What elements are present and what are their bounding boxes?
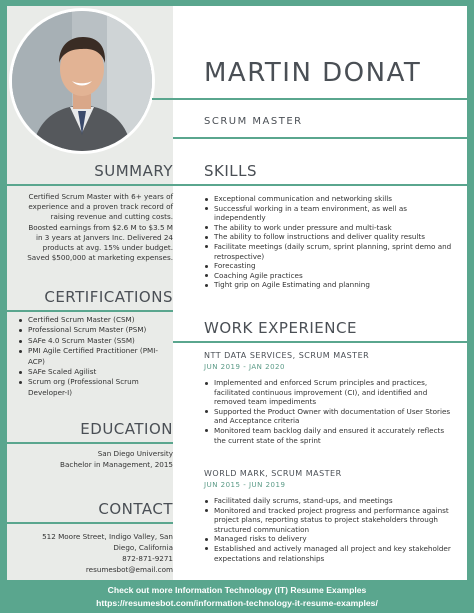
- promo-footer: [0, 580, 474, 613]
- list-item: Established and actively managed all project and key stakeholder expectations and relationships: [204, 544, 456, 563]
- list-item: Facilitated daily scrums, stand-ups, and meetings: [204, 496, 456, 506]
- list-item: Certified Scrum Master (CSM): [19, 315, 169, 325]
- list-item: Forecasting: [204, 261, 456, 271]
- job-bullets: [204, 496, 456, 563]
- contact-divider: [7, 522, 173, 524]
- list-item: Monitored team backlog daily and ensured it accurately reflects the current state of the sprint: [204, 426, 456, 445]
- skills-list: [204, 194, 456, 290]
- list-item: SAFe Scaled Agilist: [19, 367, 169, 377]
- education-degree: Bachelor in Management, 2015: [60, 459, 173, 469]
- education-heading: EDUCATION: [80, 420, 173, 438]
- resume-sidebar: [7, 6, 173, 580]
- summary-heading: SUMMARY: [94, 162, 173, 180]
- skills-heading: SKILLS: [204, 162, 258, 180]
- list-item: The ability to follow instructions and deliver quality results: [204, 232, 456, 242]
- footer-link[interactable]: https://resumesbot.com/information-technology-it-resume-examples/: [96, 598, 378, 608]
- contact-email: resumesbot@email.com: [85, 565, 173, 574]
- contact-address-line1: 512 Moore Street, Indigo Valley, San: [42, 532, 173, 541]
- candidate-role: SCRUM MASTER: [204, 116, 303, 127]
- footer-cta[interactable]: Check out more Information Technology (IT) Resume Examples: [107, 585, 367, 595]
- list-item: The ability to work under pressure and multi-task: [204, 223, 456, 233]
- education-block: [23, 431, 173, 470]
- resume-page: [7, 6, 467, 580]
- job-dates: JUN 2019 - JAN 2020: [204, 363, 285, 371]
- summary-text: Certified Scrum Master with 6+ years of experience and a proven track record of raising revenue and cutting costs. Boosted earnings from $2.6 M to $3.5 M in 3 years at Janvers Inc. Delivered 24 products at avg. 15% under budget. Saved $500,000 at marketing expenses.: [27, 192, 173, 263]
- contact-block: [23, 531, 173, 575]
- summary-divider: [7, 184, 173, 186]
- job-bullets: [204, 378, 456, 445]
- skills-divider: [173, 184, 467, 186]
- name-divider: [152, 98, 467, 100]
- experience-divider: [173, 341, 467, 343]
- contact-phone: 872-871-9271: [122, 554, 173, 563]
- role-divider: [173, 137, 467, 139]
- candidate-name: MARTIN DONAT: [204, 58, 422, 88]
- list-item: Exceptional communication and networking skills: [204, 194, 456, 204]
- list-item: Professional Scrum Master (PSM): [19, 325, 169, 335]
- list-item: Implemented and enforced Scrum principles and practices, facilitated continuous improvement (CI), and identified and removed team impediments: [204, 378, 456, 407]
- certifications-divider: [7, 310, 173, 312]
- education-school: San Diego University: [97, 449, 173, 458]
- contact-address-line2: Diego, California: [113, 543, 173, 552]
- list-item: Tight grip on Agile Estimating and planning: [204, 280, 456, 290]
- certifications-list: [19, 315, 169, 398]
- list-item: SAFe 4.0 Scrum Master (SSM): [19, 336, 169, 346]
- list-item: Facilitate meetings (daily scrum, sprint planning, sprint demo and retrospective): [204, 242, 456, 261]
- job-dates: JUN 2015 - JUN 2019: [204, 481, 286, 489]
- list-item: Scrum org (Professional Scrum Developer-I): [19, 377, 169, 398]
- certifications-heading: CERTIFICATIONS: [44, 288, 173, 306]
- list-item: Coaching Agile practices: [204, 271, 456, 281]
- list-item: Supported the Product Owner with documentation of User Stories and Acceptance criteria: [204, 407, 456, 426]
- contact-heading: CONTACT: [98, 500, 173, 518]
- list-item: Managed risks to delivery: [204, 534, 456, 544]
- profile-photo: [12, 11, 152, 151]
- job-title: NTT DATA SERVICES, SCRUM MASTER: [204, 351, 370, 360]
- list-item: Successful working in a team environment, as well as independently: [204, 204, 456, 223]
- list-item: PMI Agile Certified Practitioner (PMI-ACP): [19, 346, 169, 367]
- job-title: WORLD MARK, SCRUM MASTER: [204, 469, 342, 478]
- experience-heading: WORK EXPERIENCE: [204, 319, 357, 337]
- list-item: Monitored and tracked project progress and performance against project plans, reporting status to project stakeholders through structured communication: [204, 506, 456, 535]
- education-spacer: [23, 431, 173, 449]
